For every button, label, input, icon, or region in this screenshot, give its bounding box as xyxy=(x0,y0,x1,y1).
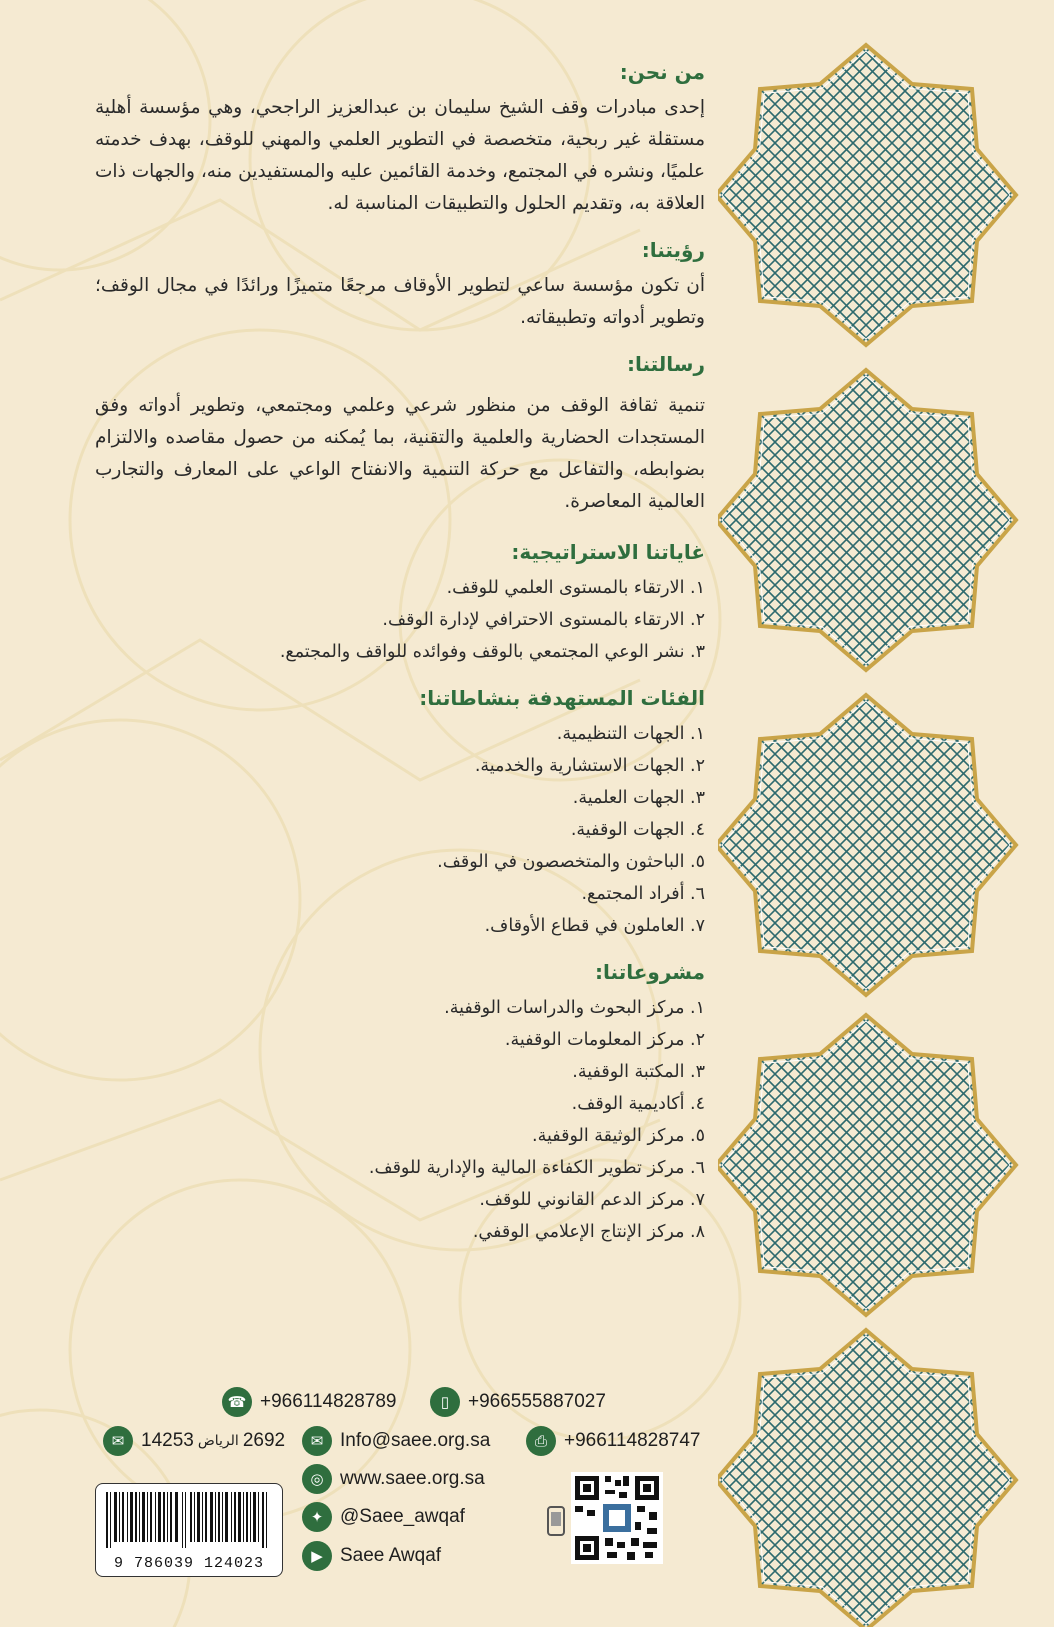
twitter-handle: @Saee_awqaf xyxy=(340,1506,465,1527)
list-item: ٦. مركز تطوير الكفاءة المالية والإدارية للوقف. xyxy=(368,1158,705,1178)
email-address: Info@saee.org.sa xyxy=(340,1430,491,1451)
mobile-number: +966555887027 xyxy=(468,1391,606,1412)
projects-heading: مشروعاتنا: xyxy=(595,960,705,984)
email-contact[interactable] xyxy=(302,1426,490,1456)
fax-number: +966114828747 xyxy=(564,1430,701,1451)
mailbox-icon: ✉ xyxy=(103,1426,133,1456)
list-item: ١. مركز البحوث والدراسات الوقفية. xyxy=(444,998,705,1018)
list-item: ٣. المكتبة الوقفية. xyxy=(572,1062,705,1082)
fax-icon: ⎙ xyxy=(526,1426,556,1456)
barcode-bars xyxy=(104,1492,274,1548)
list-item: ٤. الجهات الوقفية. xyxy=(570,820,705,840)
list-item: ٢. مركز المعلومات الوقفية. xyxy=(504,1030,705,1050)
youtube-channel: Saee Awqaf xyxy=(340,1545,442,1566)
mobile-icon: ▯ xyxy=(430,1387,460,1417)
globe-icon: ◎ xyxy=(302,1464,332,1494)
isbn-barcode xyxy=(95,1483,283,1577)
twitter-contact[interactable] xyxy=(302,1502,465,1532)
list-item: ١. الارتقاء بالمستوى العلمي للوقف. xyxy=(446,578,705,598)
list-item: ٧. مركز الدعم القانوني للوقف. xyxy=(479,1190,705,1210)
list-item: ٨. مركز الإنتاج الإعلامي الوقفي. xyxy=(472,1222,705,1242)
phone-number: +966114828789 xyxy=(260,1391,397,1412)
about-text: إحدى مبادرات وقف الشيخ سليمان بن عبدالعزيز الراجحي، وهي مؤسسة أهلية مستقلة غير ربحية، متخصصة في التطوير العلمي والمهني للوقف، بهدف خدمته علميًا، ونشره في المجتمع، وخدمة القائمين عليه والمستفيدين منه، والجهات ذات العلاقة به، وتقديم الحلول والتطبيقات المناسبة له. xyxy=(95,97,705,214)
youtube-icon: ▶ xyxy=(302,1541,332,1571)
pobox-number: 2692 xyxy=(242,1430,286,1451)
fax-contact[interactable] xyxy=(526,1426,701,1456)
youtube-contact[interactable] xyxy=(302,1541,441,1571)
list-item: ١. الجهات التنظيمية. xyxy=(556,724,705,744)
pobox-zip: 14253 xyxy=(141,1430,194,1451)
pobox-contact xyxy=(103,1426,285,1456)
about-heading: من نحن: xyxy=(619,60,705,84)
list-item: ٤. أكاديمية الوقف. xyxy=(571,1094,705,1114)
mission-text: تنمية ثقافة الوقف من منظور شرعي وعلمي ومجتمعي، وتطوير أدواته وفق المستجدات الحضارية والعلمية والتقنية، بما يُمكنه من حصول مقاصده والالتزام بضوابطه، والتفاعل مع حركة التنمية والانفتاح الواعي على المعارف والتجارب العالمية المعاصرة. xyxy=(95,395,705,512)
twitter-icon: ✦ xyxy=(302,1502,332,1532)
goals-heading: غاياتنا الاستراتيجية: xyxy=(511,540,705,564)
list-item: ٣. الجهات العلمية. xyxy=(572,788,705,808)
mission-heading: رسالتنا: xyxy=(626,352,705,376)
vision-heading: رؤيتنا: xyxy=(641,238,705,262)
list-item: ٦. أفراد المجتمع. xyxy=(581,884,705,904)
list-item: ٣. نشر الوعي المجتمعي بالوقف وفوائده للواقف والمجتمع. xyxy=(279,642,705,662)
list-item: ٢. الارتقاء بالمستوى الاحترافي لإدارة الوقف. xyxy=(382,610,705,630)
list-item: ٥. الباحثون والمتخصصون في الوقف. xyxy=(437,852,705,872)
qr-code[interactable] xyxy=(571,1472,663,1564)
scan-hand-icon xyxy=(545,1505,569,1539)
list-item: ٥. مركز الوثيقة الوقفية. xyxy=(532,1126,705,1146)
phone-contact[interactable] xyxy=(222,1387,397,1417)
list-item: ٧. العاملون في قطاع الأوقاف. xyxy=(484,916,705,936)
isbn-digits: 9 786039 124023 xyxy=(113,1555,265,1572)
list-item: ٢. الجهات الاستشارية والخدمية. xyxy=(474,756,705,776)
website-url: www.saee.org.sa xyxy=(340,1468,485,1489)
pobox-city: الرياض xyxy=(197,1433,239,1449)
targets-heading: الفئات المستهدفة بنشاطاتنا: xyxy=(419,686,705,710)
vision-text: أن تكون مؤسسة ساعي لتطوير الأوقاف مرجعًا متميزًا ورائدًا في مجال الوقف؛ وتطوير أدواته وتطبيقاته. xyxy=(95,275,705,328)
mobile-contact[interactable] xyxy=(430,1387,606,1417)
email-icon: ✉ xyxy=(302,1426,332,1456)
website-contact[interactable] xyxy=(302,1464,485,1494)
phone-icon: ☎ xyxy=(222,1387,252,1417)
